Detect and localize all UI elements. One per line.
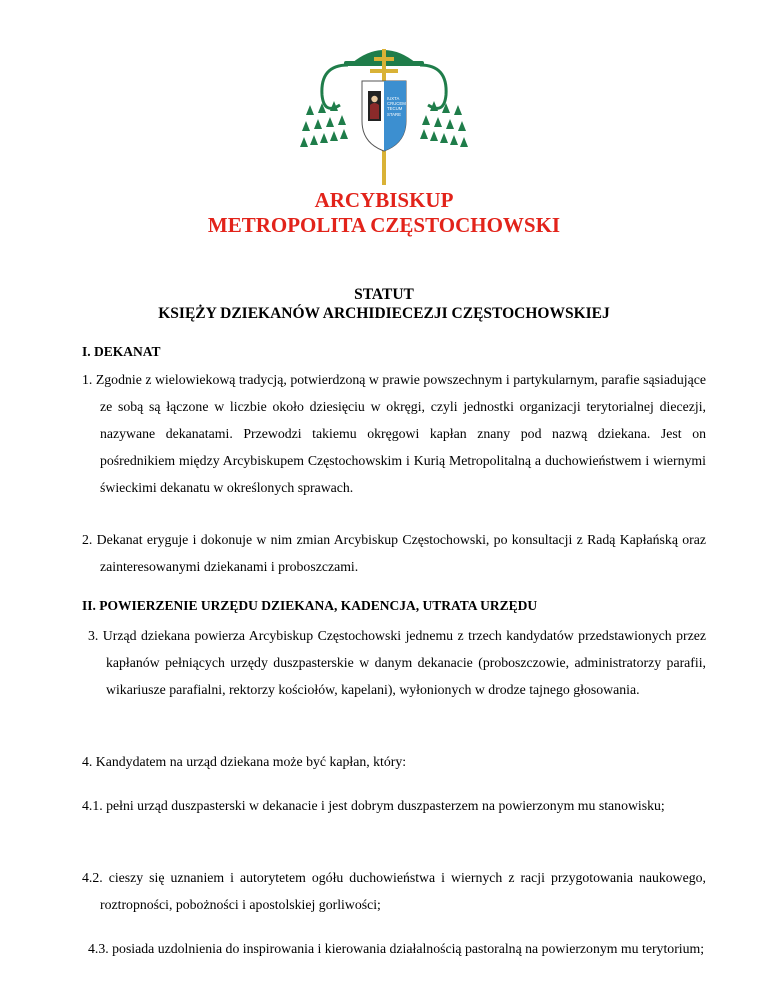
paragraph-text: 4.1. pełni urząd duszpasterski w dekanacie i jest dobrym duszpasterzem na powierzonym mu stanowisku; (82, 798, 665, 813)
paragraph-4 (82, 748, 706, 775)
coat-of-arms-graphic (300, 35, 468, 185)
paragraph-1 (82, 366, 706, 501)
paragraph-4-3 (88, 935, 708, 962)
paragraph-4-2 (82, 864, 706, 918)
paragraph-text: 1. Zgodnie z wielowiekową tradycją, potwierdzoną w prawie powszechnym i partykularnym, parafie sąsiadujące ze sobą są łączone w liczbie około dziesięciu w okręgi, czyli jednostki organizacji terytorialnej diecezji, nazywane dekanatami. Przewodzi takiemu okręgowi kapłan znany pod nazwą dziekana. Jest on pośrednikiem między Arcybiskupem Częstochowskim i Kurią Metropolitalną a duchowieństwem i wiernymi świeckimi dekanatu w określonych sprawach. (82, 372, 706, 495)
section-heading: II. POWIERZENIE URZĘDU DZIEKANA, KADENCJA, UTRATA URZĘDU (82, 598, 538, 613)
paragraph-4-1 (82, 792, 706, 819)
section-heading: I. DEKANAT (82, 344, 161, 359)
doc-title-line1: STATUT (354, 286, 414, 303)
paragraph-text: 4. Kandydatem na urząd dziekana może być kapłan, który: (82, 754, 407, 769)
paragraph-text: 3. Urząd dziekana powierza Arcybiskup Częstochowski jednemu z trzech kandydatów przedstawionych przez kapłanów pełniących urzędy duszpasterskie w danym dekanacie (proboszczowie, administratorzy parafii, wikariusze parafialni, rektorzy kościołów, kapelani), wyłonionych w drodze tajnego głosowania. (88, 628, 706, 697)
motto-line: CRUCEM (387, 101, 406, 107)
crest-motto (387, 96, 407, 117)
paragraph-text: 4.2. cieszy się uznaniem i autorytetem ogółu duchowieństwa i wiernych z racji przygotowania naukowego, roztropności, pobożności i apostolskiej gorliwości; (82, 870, 706, 912)
motto-line: STARE (387, 111, 402, 117)
archbishop-coat-of-arms (300, 35, 468, 185)
motto-line: TECUM (387, 106, 403, 112)
doc-title-line2: KSIĘŻY DZIEKANÓW ARCHIDIECEZJI CZĘSTOCHOWSKIEJ (158, 305, 610, 322)
paragraph-text: 2. Dekanat eryguje i dokonuje w nim zmian Arcybiskup Częstochowski, po konsultacji z Radą Kapłańską oraz zainteresowanymi dziekanami i proboszczami. (82, 532, 706, 574)
motto-line: IUXTA (387, 96, 400, 101)
paragraph-3 (88, 622, 706, 703)
paragraph-2 (82, 526, 706, 580)
org-title-line2: METROPOLITA CZĘSTOCHOWSKI (207, 213, 561, 237)
org-title-line1: ARCYBISKUP (314, 188, 454, 212)
paragraph-text: 4.3. posiada uzdolnienia do inspirowania i kierowania działalnością pastoralną na powierzonym mu terytorium; (88, 941, 705, 956)
